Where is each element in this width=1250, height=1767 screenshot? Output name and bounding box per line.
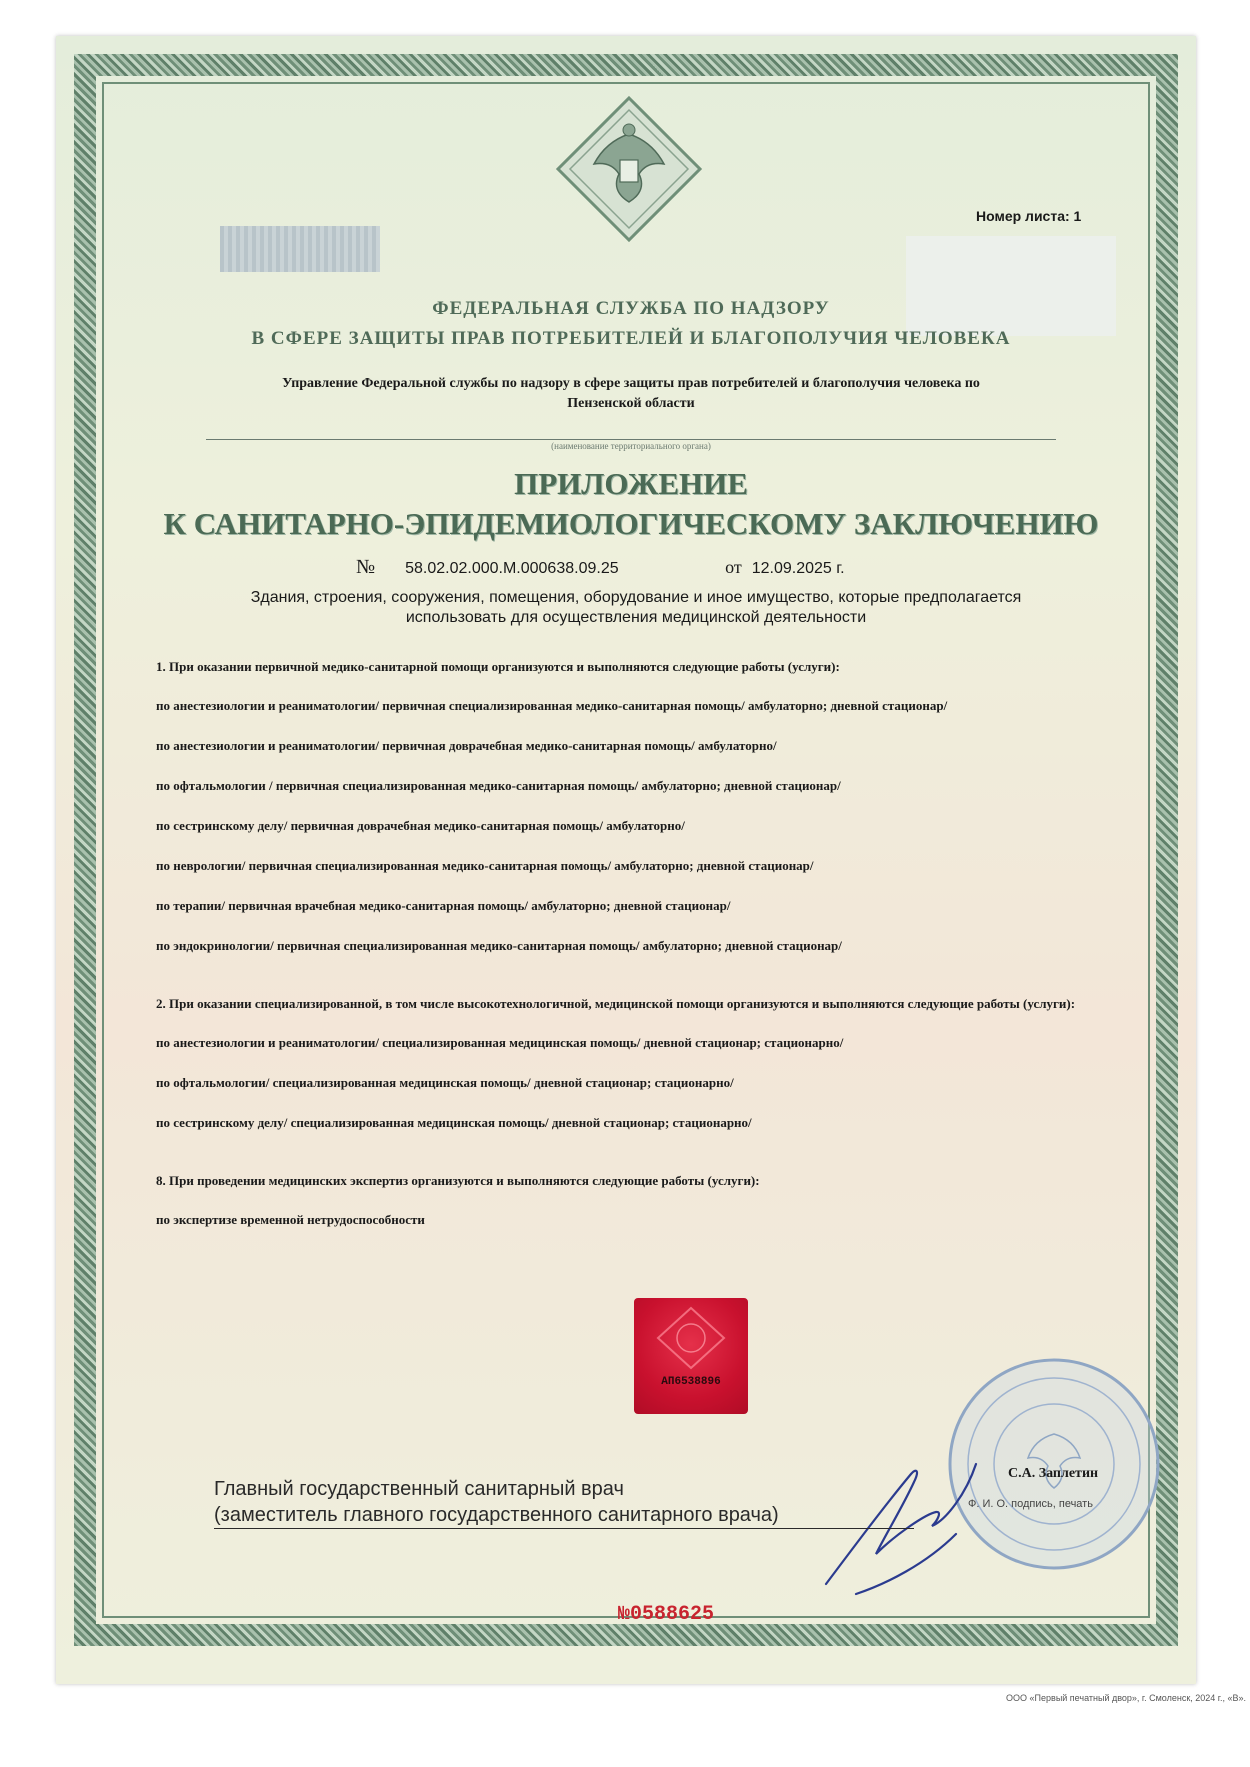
signatory-title-line-1: Главный государственный санитарный врач [214,1478,624,1500]
section-heading: 2. При оказании специализированной, в том числе высокотехнологичной, медицинской помощи организуются и выполняются следующие работы (услуги): [156,996,1076,1011]
hologram-sticker [634,1298,748,1414]
registration-line [356,556,1056,579]
service-item: по анестезиологии и реаниматологии/ первичная специализированная медико-санитарная помощь/ амбулаторно; дневной стационар/ [156,698,948,713]
signatory-name: С.А. Заплетин [1008,1466,1099,1481]
signatory-title [214,1476,914,1529]
service-item: по экспертизе временной нетрудоспособности [156,1212,425,1227]
sheet-number: Номер листа: 1 [976,208,1082,224]
services-body [156,658,1106,1251]
signature-caption: Ф. И. О. подпись, печать [968,1498,1093,1510]
service-item: по анестезиологии и реаниматологии/ специализированная медицинская помощь/ дневной стационар; стационарно/ [156,1035,844,1050]
agency-heading [156,294,1106,354]
certificate-sheet [56,36,1246,1703]
number-sign: № [356,556,376,578]
blank-serial-number: №0588625 [617,1603,714,1626]
document-title [116,464,1146,544]
hologram-code: АП6538896 [661,1376,721,1388]
authority-line-1: Управление Федеральной службы по надзору в сфере защиты прав потребителей и благополучия человека по [282,376,980,391]
agency-line-1: ФЕДЕРАЛЬНАЯ СЛУЖБА ПО НАДЗОРУ [432,298,830,319]
signatory-title-line-2: (заместитель главного государственного санитарного врача) [214,1502,914,1529]
authority-line-2: Пензенской области [567,396,695,411]
authority-caption: (наименование территориального органа) [551,441,711,451]
title-line-2: К САНИТАРНО-ЭПИДЕМИОЛОГИЧЕСКОМУ ЗАКЛЮЧЕНИЮ [163,506,1099,541]
purpose-line-2: использовать для осуществления медицинской деятельности [405,609,867,626]
territorial-authority [186,374,1076,414]
section-heading: 1. При оказании первичной медико-санитарной помощи организуются и выполняются следующие работы (услуги): [156,659,840,674]
redacted-area [220,226,380,272]
registration-date: 12.09.2025 г. [751,560,845,577]
title-line-1: ПРИЛОЖЕНИЕ [514,466,748,501]
state-emblem-icon [554,94,704,244]
hologram-emblem-icon [634,1298,748,1378]
service-item: по анестезиологии и реаниматологии/ первичная доврачебная медико-санитарная помощь/ амбулаторно/ [156,738,777,753]
divider [206,439,1056,440]
service-item: по сестринскому делу/ специализированная медицинская помощь/ дневной стационар; стационарно/ [156,1115,752,1130]
agency-line-2: В СФЕРЕ ЗАЩИТЫ ПРАВ ПОТРЕБИТЕЛЕЙ И БЛАГОПОЛУЧИЯ ЧЕЛОВЕКА [251,328,1011,349]
from-label: от [725,557,742,577]
purpose-text [166,588,1106,628]
service-item: по офтальмологии / первичная специализированная медико-санитарная помощь/ амбулаторно; дневной стационар/ [156,778,841,793]
printer-imprint: ООО «Первый печатный двор», г. Смоленск, 2024 г., «В». [1006,1693,1246,1703]
service-item: по терапии/ первичная врачебная медико-санитарная помощь/ амбулаторно; дневной стационар/ [156,898,731,913]
service-item: по сестринскому делу/ первичная доврачебная медико-санитарная помощь/ амбулаторно/ [156,818,685,833]
service-item: по эндокринологии/ первичная специализированная медико-санитарная помощь/ амбулаторно; дневной стационар/ [156,938,842,953]
section-heading: 8. При проведении медицинских экспертиз организуются и выполняются следующие работы (услуги): [156,1173,760,1188]
service-item: по офтальмологии/ специализированная медицинская помощь/ дневной стационар; стационарно/ [156,1075,734,1090]
registration-number: 58.02.02.000.М.000638.09.25 [405,560,619,577]
service-item: по неврологии/ первичная специализированная медико-санитарная помощь/ амбулаторно; дневной стационар/ [156,858,814,873]
purpose-line-1: Здания, строения, сооружения, помещения, оборудование и иное имущество, которые предполагается [250,589,1022,606]
